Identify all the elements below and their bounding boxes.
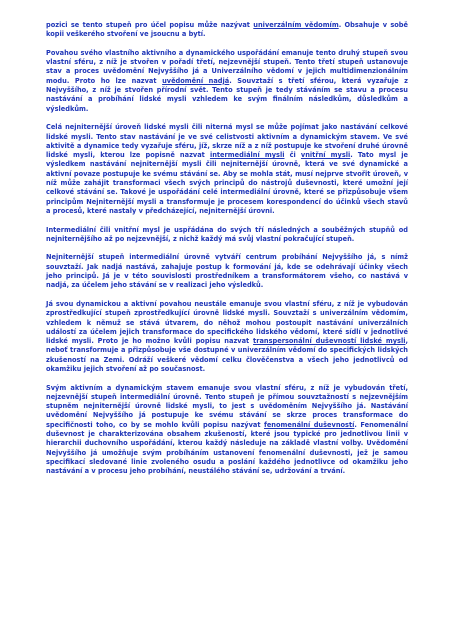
text-run: , neboť transformuje a přizpůsobuje vše dostupné v univerzálním vědomí do specifických lidských zkušeností na Zemi. Odráží veškeré vědomí celku člověčenstva a všech jeho jednotlivců od okamžiku jejich stvoření až po současnost.	[46, 337, 408, 373]
paragraph	[46, 300, 408, 374]
text-run: Intermediální čili vnitřní mysl je uspřádána do svých tří následných a souběžných stupňů od nejniternějšího až po nejzevnější, z nichž každý má svůj vlastní pokračující stupeň.	[46, 225, 408, 243]
underlined-term: univerzálním vědomím	[253, 21, 339, 29]
text-run: . Tato mysl je výsledkem nastávání nejniternější mysli čili nejniternější úrovně, která ve své dynamické a aktivní povaze postupuje ke svému stávání se. Aby se mohla stát, musí nejprve stvořit úroveň, v níž může zahájit transformaci všech svých principů do nástrojů duševnosti, které umožní její celkové stávání se. Takové je uspořádání celé intermediální úrovně, které se přizpůsobuje všem principům Nejniternější mysli a transformuje je procesem korespondencí do účinků všech stavů a procesů, které nastaly v předcházející, nejniternější úrovni.	[46, 151, 408, 215]
document-body	[46, 21, 408, 486]
paragraph	[46, 21, 408, 40]
paragraph	[46, 384, 408, 477]
text-run: Celá nejniternější úroveň lidské mysli čili niterná mysl se může pojímat jako nastávání celkové lidské mysli. Tento stav nastávání je ve své celistvosti aktivním a dynamickým stavem. Ve své aktivitě a dynamice tedy vyzařuje sféru, jíž, skrze níž a z níž postupuje ke stvoření druhé úrovně lidské mysli, kterou lze popisně nazvat	[46, 123, 408, 160]
text-run: pozici se tento stupeň pro účel popisu může nazývat	[46, 21, 254, 29]
paragraph	[46, 123, 408, 216]
underlined-term: intermediální mysli	[209, 151, 285, 160]
paragraph	[46, 226, 408, 245]
text-run: . Obsahuje v sobě kopii veškerého stvoření ve jsoucnu a bytí.	[46, 21, 408, 39]
text-run: . Souvztaží s třetí sférou, která vyzařuje z Nejvyššího, z níž je stvořen přírodní svět. Tento stupeň je tedy stáváním se stavu a procesu nastávání a probíhání lidské mysli vzhledem ke svým finálním následkům, důsledkům a výsledkům.	[46, 76, 408, 113]
paragraph	[46, 49, 408, 114]
text-run: Nejniternější stupeň intermediální úrovně vytváří centrum probíhání Nejvyššího já, s nímž souvztaží. Jak nadjá nastává, zahajuje postup k formování já, kde se odehrávají účinky všech jeho principů. Já je v této souvislosti prostředníkem a transformátorem všeho, co nastává v nadjá, za účelem jeho stávání se v realizaci jeho výsledků.	[46, 253, 408, 290]
underlined-term: transpersonální duševností lidské mysli	[253, 337, 406, 346]
underlined-term: uvědomění nadjá	[162, 76, 230, 85]
text-run: . Fenomenální duševnost je charakterizována obsahem zkušeností, které jsou typické pro jednotlivou linii v hierarchii duchovního uspořádání, kterou každý následuje na základě vlastní volby. Uvědomění Nejvyššího já umožňuje svým probíháním ustanovení fenomenální duševnosti, jež je samou specifikací sledované linie zvoleného osudu a poslání každého jednotlivce od okamžiku jeho nastávání a v procesu jeho probíhání, neustálého stávání se, udržování a trvání.	[46, 420, 409, 476]
text-run: Svým aktivním a dynamickým stavem emanuje svou vlastní sféru, z níž je vybudován třetí, nejzevnější stupeň intermediální úrovně. Tento stupeň je přímou souvztažností s nejzevnějším stupněm nejniternější úrovně lidské mysli, to jest s uvědoměním Nejvyššího já. Nastávání uvědomění Nejvyššího já postupuje ke svému stávání se skrze proces transformace do specifičnosti toho, co by se mohlo kvůli popisu nazývat	[46, 383, 408, 429]
underlined-term: vnitřní mysli	[300, 151, 351, 160]
text-run: Povahou svého vlastního aktivního a dynamického uspořádání emanuje tento druhý stupeň svou vlastní sféru, z níž je stvořen v pořadí třetí, nejzevnější stupeň. Tento třetí stupeň ustanovuje stav a proces uvědomění Nejvyššího já a Univerzálního vědomí v jejich multidimenzionálním modu. Proto ho lze nazvat	[46, 48, 408, 85]
text-run: či	[284, 151, 301, 160]
underlined-term: fenomenální duševností	[263, 420, 355, 429]
text-run: Já svou dynamickou a aktivní povahou neustále emanuje svou vlastní sféru, z níž je vybudován zprostředkující stupeň zprostředkující úrovně lidské mysli. Souvztaží s univerzálním vědomím, vzhledem k němuž se stává útvarem, do něhož mohou postoupit nastávání univerzálních událostí za účelem jejich transformace do specifického lidského vědomí, které sídlí v jednotlivé lidské mysli. Proto je ho možno kvůli popisu nazvat	[46, 299, 408, 346]
paragraph	[46, 253, 408, 290]
